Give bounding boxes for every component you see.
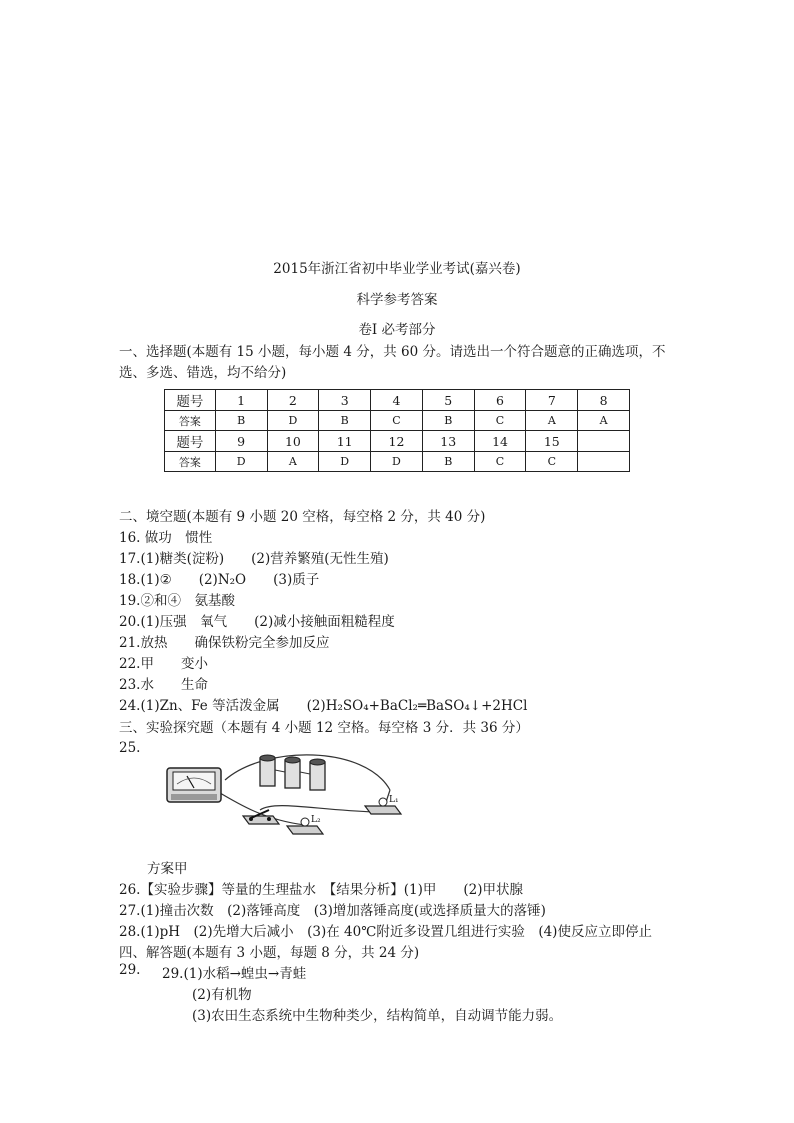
switch-icon [243,810,279,824]
lamp-l1-label: L₁ [389,795,399,805]
section1-heading-line1: 一、选择题(本题有 15 小题，每小题 4 分，共 60 分。请选出一个符合题意的正确选项，不 [119,344,666,360]
answer-24: 24.(1)Zn、Fe 等活泼金属 (2)H₂SO₄+BaCl₂═BaSO₄↓+2HCl [119,698,528,714]
table-row-answers-1 [165,411,630,431]
doc-subtitle: 科学参考答案 [356,292,438,308]
answer-cell: C [526,452,578,472]
lamp-l2-label: L₂ [311,815,321,825]
answer-cell: C [474,411,526,431]
table-row-numbers-2 [165,431,630,452]
answer-table [164,389,630,472]
number-cell: 2 [267,390,319,411]
answer-21: 21.放热 确保铁粉完全参加反应 [119,635,330,651]
doc-title: 2015年浙江省初中毕业学业考试(嘉兴卷) [273,261,521,277]
answer-17: 17.(1)糖类(淀粉) (2)营养繁殖(无性生殖) [119,551,389,567]
answer-cell [578,452,630,472]
section1-heading-line2: 选、多选、错选，均不给分) [119,365,287,381]
answer-23: 23.水 生命 [119,677,208,693]
number-cell: 9 [215,431,267,452]
table-row-numbers-1 [165,390,630,411]
answer-cell: D [319,452,371,472]
answer-cell: D [215,452,267,472]
answer-16: 16. 做功 惯性 [119,530,213,546]
answer-26: 26.【实验步骤】等量的生理盐水 【结果分析】(1)甲 (2)甲状腺 [119,882,523,898]
answer-cell: A [267,452,319,472]
number-cell: 14 [474,431,526,452]
number-cell: 8 [578,390,630,411]
meter-icon [167,768,221,802]
header-cell: 题号 [165,390,216,411]
answer-cell: A [578,411,630,431]
answer-cell: A [526,411,578,431]
header-cell: 题号 [165,431,216,452]
number-cell: 13 [422,431,474,452]
number-cell: 6 [474,390,526,411]
number-cell: 12 [371,431,423,452]
answer-cell: C [474,452,526,472]
number-cell: 5 [422,390,474,411]
answer-29-part2: (2)有机物 [192,987,252,1003]
number-cell: 10 [267,431,319,452]
battery-icon [260,755,325,790]
answer-29-part1: 29.(1)水稻→蝗虫→青蛙 [162,966,307,982]
answer-cell: D [371,452,423,472]
answer-27: 27.(1)撞击次数 (2)落锤高度 (3)增加落锤高度(或选择质量大的落锤) [119,903,546,919]
part-heading: 卷Ⅰ 必考部分 [358,322,436,338]
number-cell: 11 [319,431,371,452]
answer-cell: D [267,411,319,431]
answer-18: 18.(1)② (2)N₂O (3)质子 [119,572,320,588]
table-row-answers-2 [165,452,630,472]
number-cell: 15 [526,431,578,452]
number-cell: 1 [215,390,267,411]
answer-28: 28.(1)pH (2)先增大后减小 (3)在 40℃附近多设置几组进行实验 (4)使反应立即停止 [119,924,652,940]
answer-22: 22.甲 变小 [119,656,208,672]
answer-cell: C [371,411,423,431]
section4-heading: 四、解答题(本题有 3 小题，每题 8 分，共 24 分) [119,945,420,961]
answer-19: 19.②和④ 氨基酸 [119,593,235,609]
section3-heading: 三、实验探究题（本题有 4 小题 12 空格。每空格 3 分．共 36 分） [119,720,529,736]
answer-label-cell: 答案 [165,452,216,472]
number-cell: 7 [526,390,578,411]
answer-cell: B [422,452,474,472]
number-cell: 3 [319,390,371,411]
number-cell: 4 [371,390,423,411]
diagram-caption: 方案甲 [147,861,188,877]
answer-cell: B [215,411,267,431]
answer-20: 20.(1)压强 氧气 (2)减小接触面粗糙程度 [119,614,395,630]
answer-cell: B [319,411,371,431]
question-25-label: 25. [119,740,141,756]
answer-cell: B [422,411,474,431]
number-cell [578,431,630,452]
answer-label-cell: 答案 [165,411,216,431]
circuit-diagram [165,750,415,838]
section2-heading: 二、境空题(本题有 9 小题 20 空格，每空格 2 分，共 40 分) [119,509,486,525]
answer-29-label: 29. [119,962,141,978]
answer-29-part3: (3)农田生态系统中生物种类少，结构简单，自动调节能力弱。 [192,1008,563,1024]
